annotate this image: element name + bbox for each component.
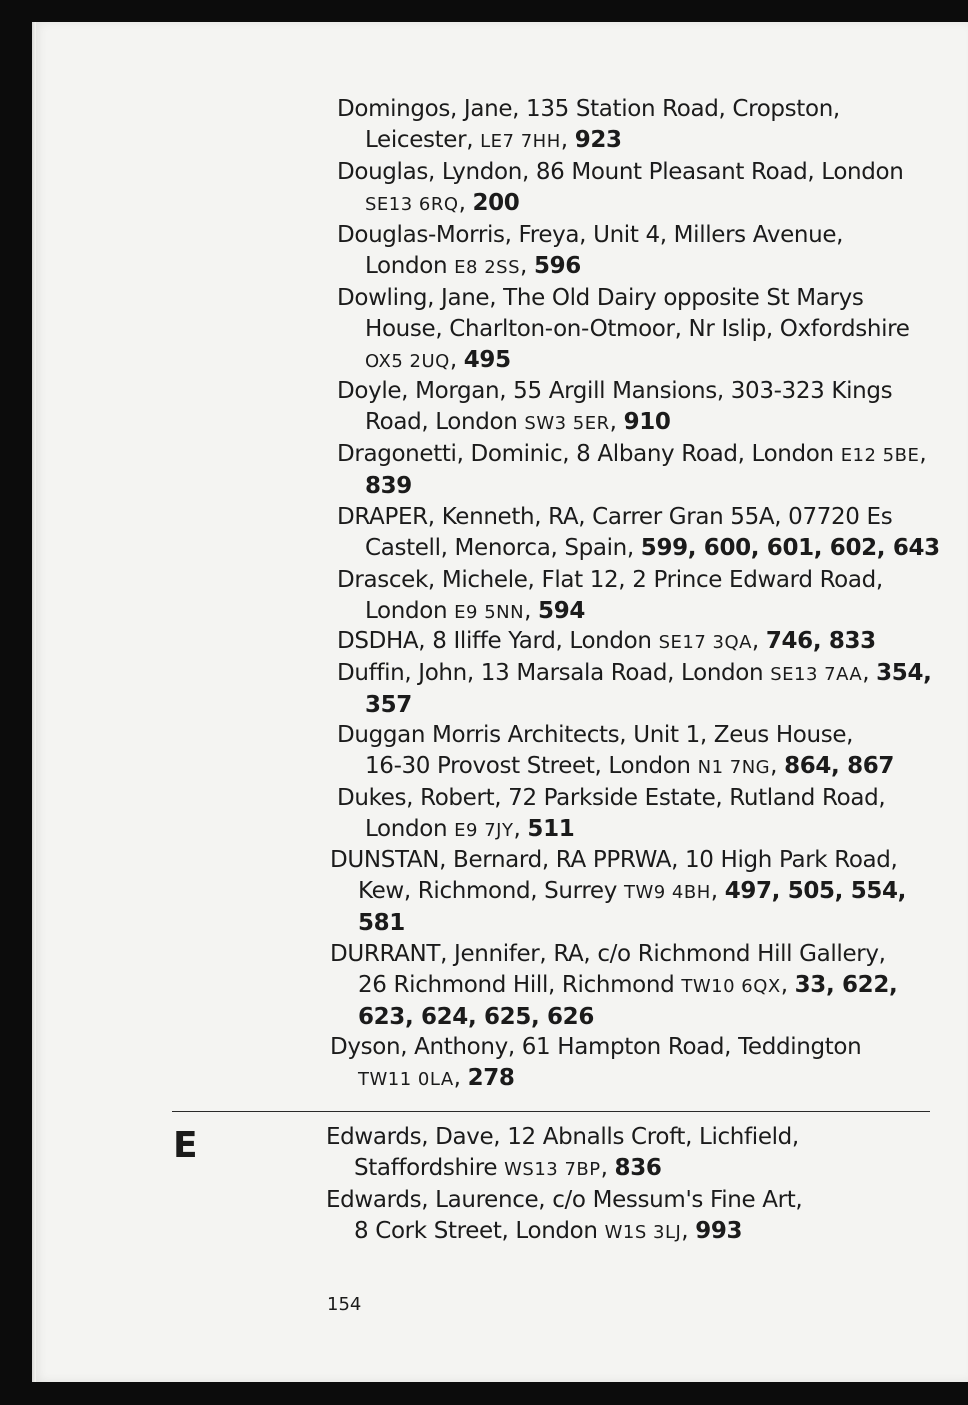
postcode: E8 2SS — [454, 257, 521, 278]
entry-line: Douglas-Morris, Freya, Unit 4, Millers Avenue, — [337, 222, 844, 248]
index-entry — [337, 502, 940, 564]
index-entry — [337, 220, 843, 283]
postcode: OX5 2UQ — [365, 351, 450, 372]
entry-line: Dowling, Jane, The Old Dairy opposite St Marys — [337, 285, 864, 311]
page-refs: 923 — [574, 127, 622, 153]
section-divider — [172, 1111, 930, 1112]
index-entry — [337, 626, 876, 658]
postcode: E12 5BE — [840, 445, 920, 466]
index-entry — [337, 283, 910, 377]
entry-line: OX5 2UQ, 495 — [365, 347, 511, 373]
postcode: N1 7NG — [697, 757, 771, 778]
page-edge — [32, 22, 36, 1382]
entry-line — [337, 471, 926, 502]
page-refs: 357 — [365, 692, 412, 718]
page-refs: 993 — [695, 1218, 743, 1244]
entry-line: 8 Cork Street, London W1S 3LJ, 993 — [354, 1218, 743, 1244]
page-refs: 623, 624, 625, 626 — [358, 1004, 594, 1030]
index-entry — [337, 94, 840, 157]
page-refs: 511 — [527, 816, 575, 842]
entry-line: Douglas, Lyndon, 86 Mount Pleasant Road, London — [337, 159, 904, 185]
postcode: WS13 7BP — [504, 1159, 601, 1180]
entry-line: DSDHA, 8 Iliffe Yard, London SE17 3QA, 746, 833 — [337, 628, 876, 654]
entry-line: Duffin, John, 13 Marsala Road, London SE13 7AA, 354, — [337, 660, 932, 686]
index-entry — [330, 845, 906, 939]
postcode: TW10 6QX — [681, 976, 781, 997]
entry-line: 16-30 Provost Street, London N1 7NG, 864, 867 — [365, 753, 895, 779]
entry-line: Doyle, Morgan, 55 Argill Mansions, 303-323 Kings — [337, 378, 893, 404]
index-entry — [326, 1185, 802, 1248]
postcode: SE17 3QA — [658, 632, 752, 653]
page-refs: 864, 867 — [784, 753, 895, 779]
entry-line: House, Charlton-on-Otmoor, Nr Islip, Oxfordshire — [365, 316, 910, 342]
index-entry — [337, 720, 894, 783]
page-refs: 836 — [614, 1155, 662, 1181]
page-refs: 200 — [472, 190, 520, 216]
postcode: SW3 5ER — [524, 413, 610, 434]
section-letter: E — [173, 1125, 198, 1166]
entry-line: Dukes, Robert, 72 Parkside Estate, Rutland Road, — [337, 785, 886, 811]
entry-line: Duggan Morris Architects, Unit 1, Zeus House, — [337, 722, 854, 748]
index-entry — [337, 565, 883, 628]
postcode: TW9 4BH — [623, 882, 711, 903]
index-entry — [330, 1032, 861, 1095]
index-entry — [337, 783, 885, 846]
page-refs: 495 — [463, 347, 511, 373]
page-refs: 839 — [365, 473, 412, 499]
page-refs: 497, 505, 554, — [724, 878, 907, 904]
entry-line: Staffordshire WS13 7BP, 836 — [354, 1155, 662, 1181]
page-refs: 594 — [538, 598, 586, 624]
page-refs: 581 — [358, 910, 405, 936]
entry-line: Drascek, Michele, Flat 12, 2 Prince Edward Road, — [337, 567, 883, 593]
page-refs: 910 — [623, 409, 671, 435]
page-number: 154 — [327, 1294, 362, 1315]
entry-line: Dragonetti, Dominic, 8 Albany Road, London E12 5BE, — [337, 441, 927, 467]
page-refs: 596 — [533, 253, 581, 279]
index-entry — [337, 439, 926, 502]
entry-line — [337, 690, 932, 721]
postcode: W1S 3LJ — [604, 1222, 682, 1243]
entry-line: SE13 6RQ, 200 — [365, 190, 520, 216]
entry-line: Edwards, Laurence, c/o Messum's Fine Art, — [326, 1187, 803, 1213]
postcode: E9 5NN — [454, 602, 525, 623]
entry-line: Edwards, Dave, 12 Abnalls Croft, Lichfield, — [326, 1124, 799, 1150]
entry-line: DURRANT, Jennifer, RA, c/o Richmond Hill Gallery, — [330, 941, 886, 967]
entry-line: 26 Richmond Hill, Richmond TW10 6QX, 33, 622, — [358, 972, 898, 998]
postcode: SE13 7AA — [770, 664, 863, 685]
entry-line: London E9 5NN, 594 — [365, 598, 586, 624]
index-entry — [326, 1122, 799, 1185]
index-entry — [337, 658, 932, 721]
index-entry — [337, 157, 903, 220]
entry-line: Kew, Richmond, Surrey TW9 4BH, 497, 505, 554, — [358, 878, 907, 904]
book-page — [32, 22, 968, 1382]
entry-line: Castell, Menorca, Spain, 599, 600, 601, 602, 643 — [365, 535, 940, 561]
postcode: LE7 7HH — [480, 131, 561, 152]
entry-line: Domingos, Jane, 135 Station Road, Cropston, — [337, 96, 840, 122]
entry-line: DUNSTAN, Bernard, RA PPRWA, 10 High Park Road, — [330, 847, 898, 873]
page-refs: 746, 833 — [765, 628, 876, 654]
index-entry — [330, 939, 897, 1033]
entry-line: Road, London SW3 5ER, 910 — [365, 409, 671, 435]
page-refs: 33, 622, — [794, 972, 898, 998]
entry-line: TW11 0LA, 278 — [358, 1065, 515, 1091]
postcode: TW11 0LA — [358, 1069, 454, 1090]
page-refs: 599, 600, 601, 602, 643 — [640, 535, 940, 561]
entry-line: Leicester, LE7 7HH, 923 — [365, 127, 622, 153]
index-entry — [337, 376, 892, 439]
page-refs: 278 — [467, 1065, 515, 1091]
postcode: E9 7JY — [454, 820, 514, 841]
page-refs: 354, — [876, 660, 932, 686]
entry-line: London E8 2SS, 596 — [365, 253, 581, 279]
entry-line: DRAPER, Kenneth, RA, Carrer Gran 55A, 07720 Es — [337, 504, 893, 530]
entry-line: London E9 7JY, 511 — [365, 816, 575, 842]
entry-line: Dyson, Anthony, 61 Hampton Road, Teddington — [330, 1034, 862, 1060]
entry-line — [330, 908, 906, 939]
postcode: SE13 6RQ — [365, 194, 459, 215]
entry-line — [330, 1002, 897, 1033]
